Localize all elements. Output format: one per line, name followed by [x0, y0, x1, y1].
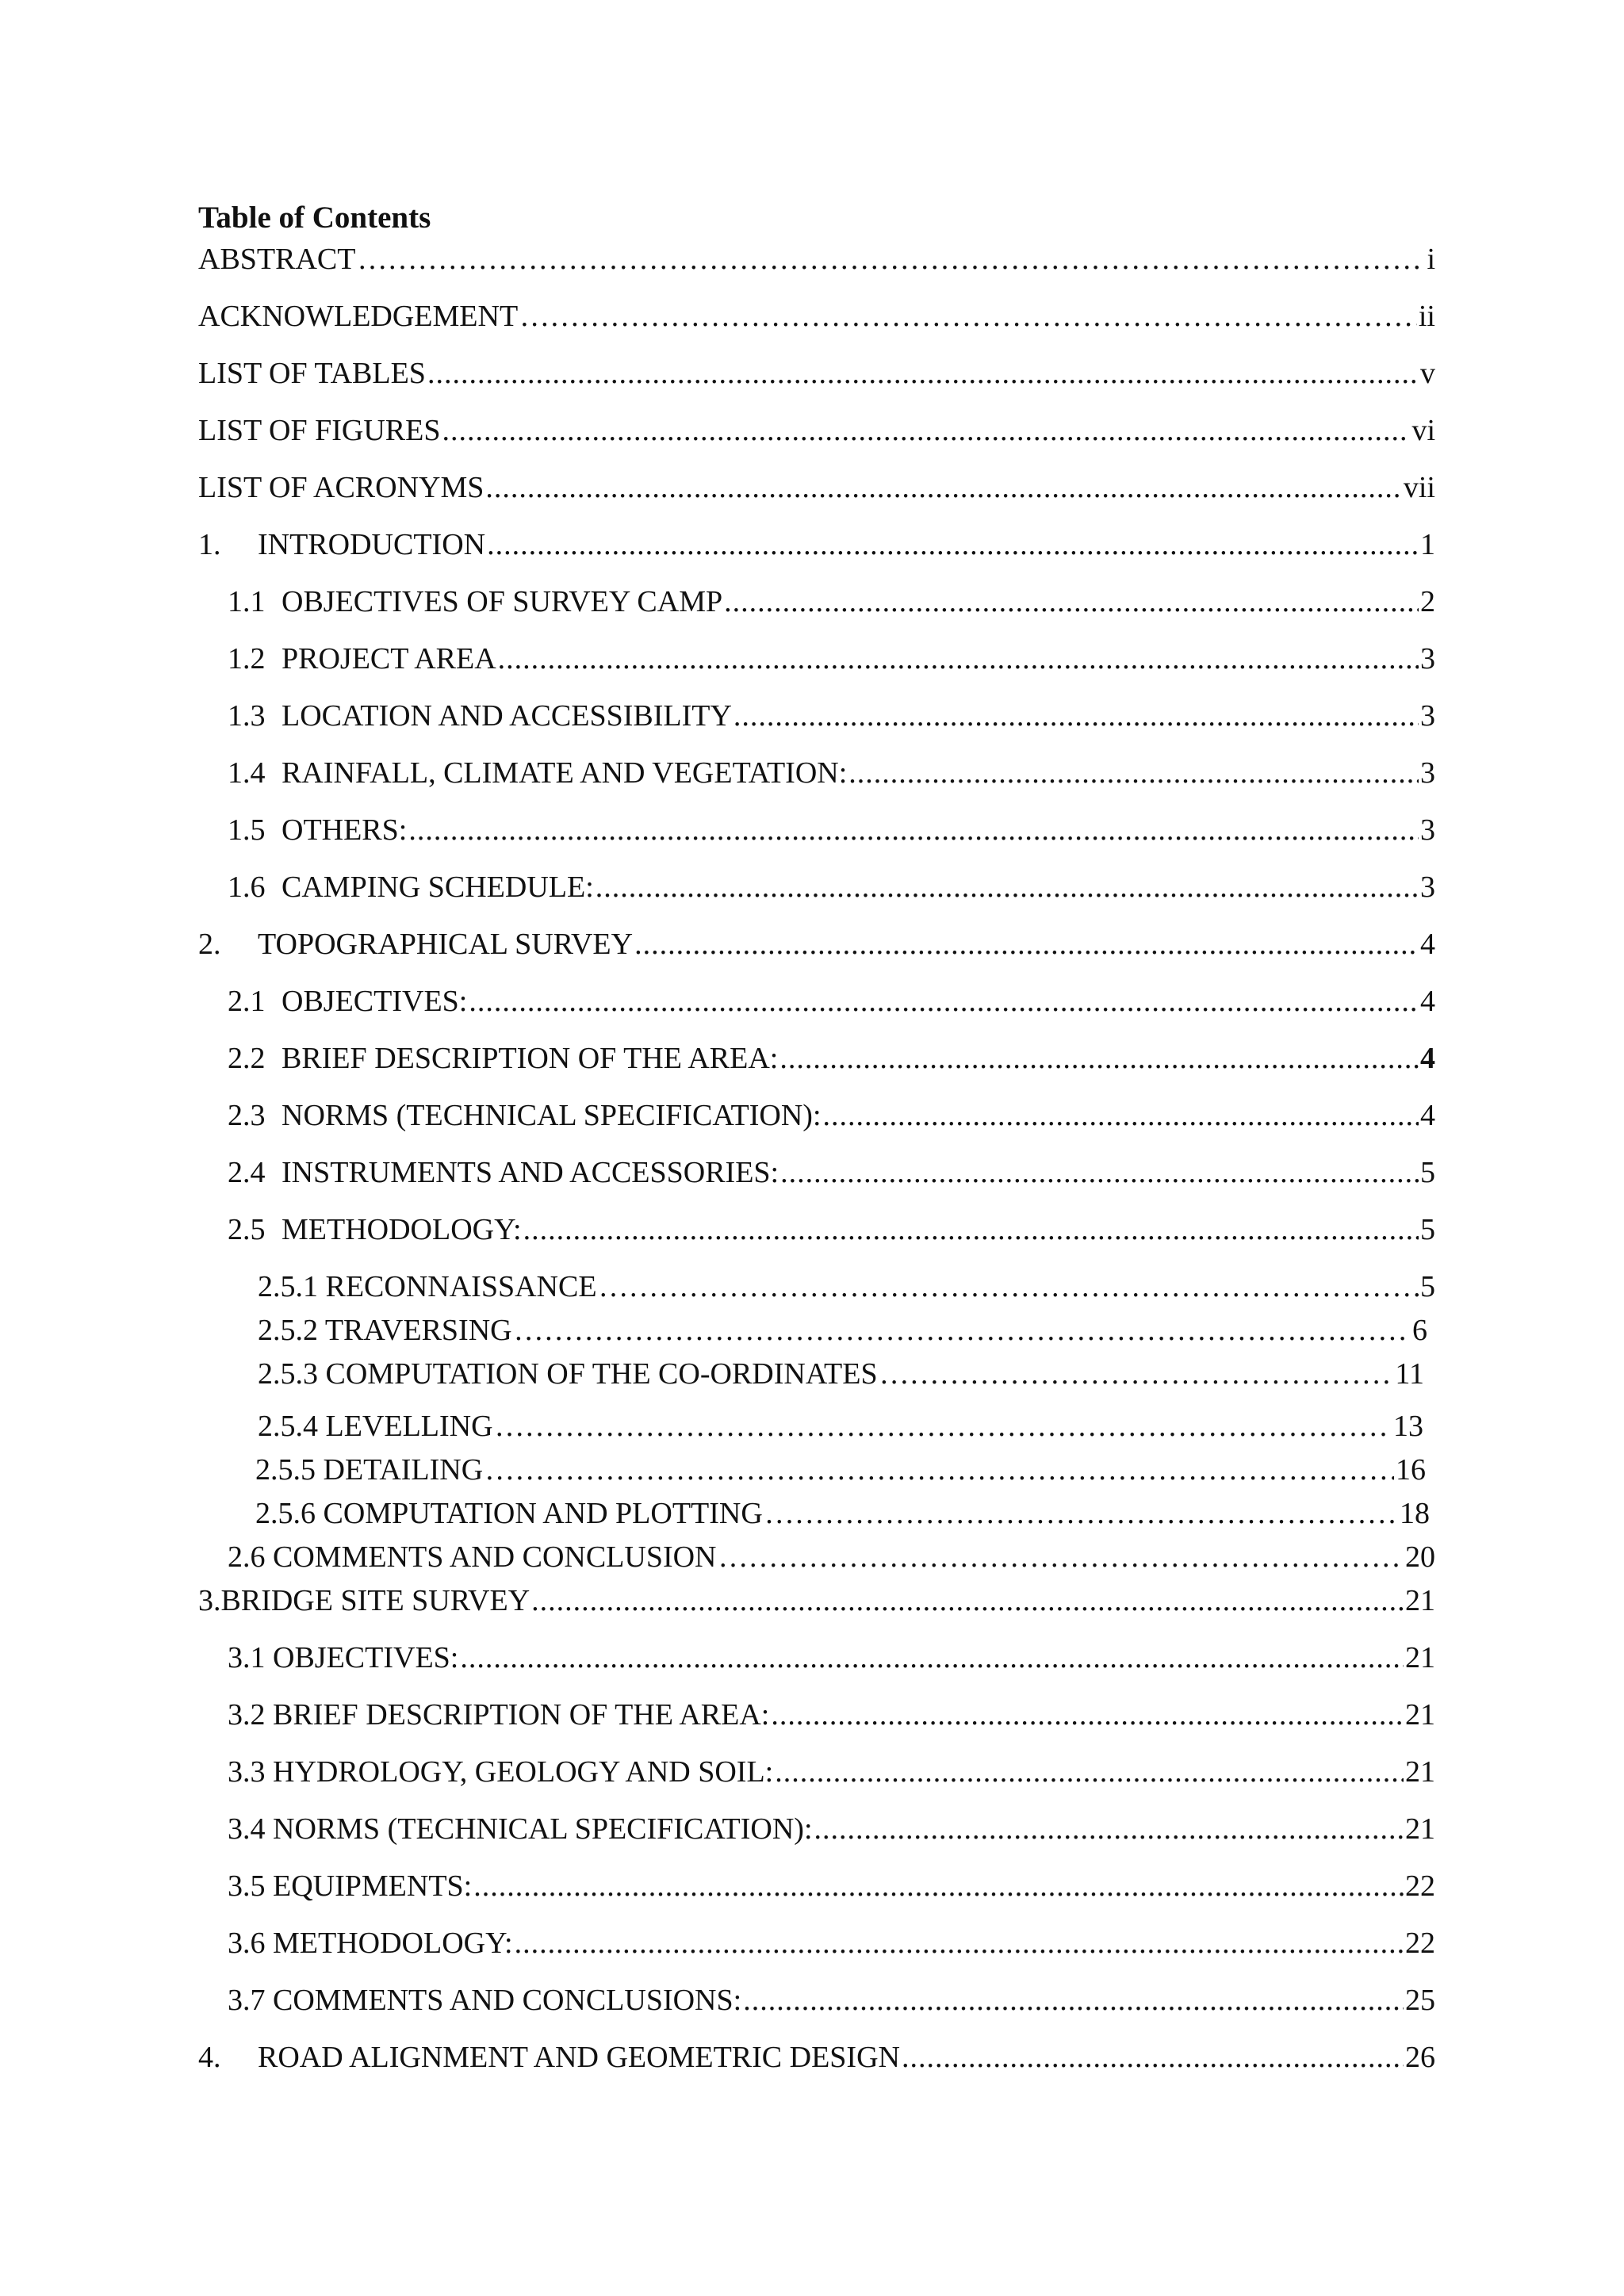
toc-entry[interactable]	[198, 526, 1435, 564]
toc-entry-text: 2.6 COMMENTS AND CONCLUSION	[228, 1540, 717, 1574]
toc-dot-leader	[780, 1154, 1419, 1192]
toc-entry-label	[198, 297, 518, 335]
toc-page-number: 5	[1420, 1270, 1435, 1303]
toc-entry[interactable]	[228, 1039, 1435, 1077]
toc-entry-label	[198, 240, 355, 278]
toc-entry-label	[228, 868, 594, 906]
toc-entry-label	[198, 469, 484, 507]
toc-page-number: 4	[1420, 1099, 1435, 1132]
toc-page-number: 20	[1405, 1540, 1435, 1574]
toc-entry-label	[228, 1753, 773, 1791]
toc-entry[interactable]	[258, 1355, 1424, 1393]
toc-entry-text: LIST OF ACRONYMS	[198, 471, 485, 504]
toc-entry-text: LIST OF FIGURES	[198, 414, 441, 447]
toc-entry-label	[228, 1696, 769, 1734]
toc-dot-leader	[724, 583, 1419, 621]
toc-page-number: v	[1420, 357, 1435, 390]
toc-entry[interactable]	[198, 240, 1435, 278]
toc-page-number: 26	[1405, 2041, 1435, 2074]
toc-page-number: 6	[1412, 1314, 1427, 1347]
toc-dot-leader	[848, 754, 1419, 792]
toc-entry-text: 2.5.6 COMPUTATION AND PLOTTING	[255, 1497, 763, 1530]
toc-entry-text: 2.5.3 COMPUTATION OF THE CO-ORDINATES	[258, 1357, 878, 1391]
toc-entry[interactable]	[228, 1981, 1435, 2019]
toc-entry[interactable]	[198, 1582, 1435, 1620]
toc-entry-text: PROJECT AREA	[282, 642, 496, 675]
toc-entry[interactable]	[255, 1494, 1430, 1533]
toc-entry-number: 1.3	[228, 699, 266, 733]
toc-entry-label	[255, 1494, 763, 1533]
toc-entry-label	[228, 640, 496, 678]
toc-entry-text: 3.4 NORMS (TECHNICAL SPECIFICATION):	[228, 1812, 813, 1846]
toc-page-number: 4	[1420, 985, 1435, 1018]
toc-entry-text: INSTRUMENTS AND ACCESSORIES:	[282, 1156, 779, 1189]
toc-entry[interactable]	[228, 754, 1435, 792]
toc-entry-number: 2.2	[228, 1042, 266, 1075]
toc-entry-label	[228, 1924, 513, 1962]
toc-entry-label	[228, 1810, 813, 1848]
toc-dot-leader	[823, 1096, 1419, 1135]
toc-dot-leader	[485, 469, 1401, 507]
toc-entry-label	[258, 1268, 597, 1306]
toc-entry-text: OBJECTIVES OF SURVEY CAMP	[282, 585, 723, 618]
toc-entry[interactable]	[228, 1154, 1435, 1192]
toc-entry-label	[228, 1639, 458, 1677]
toc-entry-number: 2.	[198, 928, 221, 961]
toc-page-number: 3	[1420, 642, 1435, 675]
toc-dot-leader	[473, 1867, 1404, 1905]
toc-entry[interactable]	[228, 1211, 1435, 1249]
toc-dot-leader	[408, 811, 1419, 849]
toc-page-number: 21	[1405, 1641, 1435, 1674]
toc-entry-text: 3.3 HYDROLOGY, GEOLOGY AND SOIL:	[228, 1755, 774, 1789]
toc-entry[interactable]	[228, 1810, 1435, 1848]
toc-entry-text: OTHERS:	[282, 813, 408, 847]
toc-page-number: 11	[1395, 1357, 1424, 1391]
toc-page-number: 22	[1405, 1927, 1435, 1960]
toc-entry[interactable]	[198, 2038, 1435, 2076]
toc-entry-label	[198, 526, 485, 564]
toc-entry-text: 3.7 COMMENTS AND CONCLUSIONS:	[228, 1984, 742, 2017]
toc-page-number: ii	[1418, 300, 1435, 333]
toc-entry-label	[228, 1538, 717, 1576]
toc-entry-text: METHODOLOGY:	[282, 1213, 522, 1246]
toc-entry[interactable]	[228, 697, 1435, 735]
toc-entry-text: ROAD ALIGNMENT AND GEOMETRIC DESIGN	[258, 2041, 900, 2074]
toc-dot-leader	[515, 1924, 1404, 1962]
toc-dot-leader	[469, 982, 1419, 1020]
toc-dot-leader	[514, 1311, 1411, 1349]
toc-page-number: 21	[1405, 1755, 1435, 1789]
toc-entry-text: ACKNOWLEDGEMENT	[198, 300, 519, 333]
toc-entry[interactable]	[258, 1407, 1423, 1445]
toc-entry-number: 1.2	[228, 642, 266, 675]
toc-page-number: 3	[1420, 871, 1435, 904]
toc-dot-leader	[599, 1268, 1419, 1306]
toc-entry-text: LOCATION AND ACCESSIBILITY	[282, 699, 732, 733]
toc-entry-text: NORMS (TECHNICAL SPECIFICATION):	[282, 1099, 822, 1132]
toc-page-number: 4	[1420, 928, 1435, 961]
toc-entry[interactable]	[198, 297, 1435, 335]
toc-entry-number: 2.4	[228, 1156, 266, 1189]
toc-entry-label	[228, 697, 732, 735]
toc-dot-leader	[498, 640, 1419, 678]
toc-entry-label	[228, 1039, 778, 1077]
toc-entry[interactable]	[228, 1753, 1435, 1791]
toc-page-number: 2	[1420, 585, 1435, 618]
toc-page-number: 1	[1420, 528, 1435, 561]
toc-entry-label	[228, 982, 467, 1020]
toc-page-number: 18	[1400, 1497, 1430, 1530]
toc-dot-leader	[519, 297, 1417, 335]
toc-entry-text: 3.6 METHODOLOGY:	[228, 1927, 513, 1960]
toc-dot-leader	[487, 526, 1419, 564]
toc-entry[interactable]	[228, 1696, 1435, 1734]
toc-entry-number: 1.4	[228, 756, 266, 790]
toc-entry-number: 1.1	[228, 585, 266, 618]
toc-page-number: 22	[1405, 1869, 1435, 1903]
toc-page-number: 21	[1405, 1812, 1435, 1846]
toc-entry-label	[228, 811, 407, 849]
toc-entry-label	[228, 1981, 741, 2019]
toc-entry[interactable]	[198, 411, 1435, 450]
toc-dot-leader	[596, 868, 1419, 906]
toc-entry-text: 2.5.4 LEVELLING	[258, 1410, 493, 1443]
toc-entry-text: OBJECTIVES:	[282, 985, 468, 1018]
toc-dot-leader	[718, 1538, 1404, 1576]
toc-dot-leader	[814, 1810, 1404, 1848]
toc-entry-text: LIST OF TABLES	[198, 357, 426, 390]
toc-entry[interactable]	[228, 811, 1435, 849]
toc-page-number: 21	[1405, 1584, 1435, 1617]
toc-page-number: 13	[1393, 1410, 1423, 1443]
toc-entry[interactable]	[258, 1268, 1435, 1306]
toc-dot-leader	[771, 1696, 1404, 1734]
toc-entry-number: 1.6	[228, 871, 266, 904]
toc-page-number: vi	[1411, 414, 1435, 447]
toc-entry[interactable]	[198, 354, 1435, 392]
toc-dot-leader	[523, 1211, 1419, 1249]
toc-entry-number: 2.1	[228, 985, 266, 1018]
toc-entry[interactable]	[228, 868, 1435, 906]
toc-dot-leader	[775, 1753, 1404, 1791]
toc-entry-label	[198, 354, 426, 392]
toc-entry-text: RAINFALL, CLIMATE AND VEGETATION:	[282, 756, 848, 790]
toc-entry-text: 3.BRIDGE SITE SURVEY	[198, 1584, 530, 1617]
toc-entry-number: 2.3	[228, 1099, 266, 1132]
toc-entry-label	[228, 1211, 522, 1249]
toc-entry-label	[198, 1582, 530, 1620]
toc-entry[interactable]	[198, 925, 1435, 963]
toc-entry-label	[258, 1311, 512, 1349]
toc-entry-label	[258, 1407, 493, 1445]
toc-entry-label	[198, 2038, 900, 2076]
toc-page-number: 25	[1405, 1984, 1435, 2017]
toc-entry-text: INTRODUCTION	[258, 528, 486, 561]
toc-entry-text: TOPOGRAPHICAL SURVEY	[258, 928, 634, 961]
toc-entry[interactable]	[228, 640, 1435, 678]
toc-entry[interactable]	[255, 1451, 1426, 1489]
toc-dot-leader	[495, 1407, 1392, 1445]
toc-entry-label	[258, 1355, 878, 1393]
toc-dot-leader	[427, 354, 1419, 392]
toc-entry-text: 2.5.1 RECONNAISSANCE	[258, 1270, 597, 1303]
toc-dot-leader	[442, 411, 1410, 450]
toc-dot-leader	[357, 240, 1425, 278]
toc-title: Table of Contents	[198, 201, 431, 235]
toc-entry-text: 3.5 EQUIPMENTS:	[228, 1869, 473, 1903]
toc-dot-leader	[779, 1039, 1419, 1077]
toc-entry-number: 1.	[198, 528, 221, 561]
toc-dot-leader	[485, 1451, 1394, 1489]
toc-entry-text: ABSTRACT	[198, 243, 356, 276]
toc-entry-label	[228, 1096, 822, 1135]
toc-entry[interactable]	[198, 469, 1435, 507]
toc-page-number: i	[1427, 243, 1435, 276]
toc-entry-text: BRIEF DESCRIPTION OF THE AREA:	[282, 1042, 779, 1075]
toc-entry[interactable]	[228, 1924, 1435, 1962]
toc-page-number: 21	[1405, 1698, 1435, 1732]
toc-dot-leader	[743, 1981, 1404, 2019]
toc-dot-leader	[531, 1582, 1404, 1620]
toc-entry-text: 3.1 OBJECTIVES:	[228, 1641, 459, 1674]
toc-entry-text: 2.5.5 DETAILING	[255, 1453, 484, 1487]
toc-dot-leader	[902, 2038, 1404, 2076]
toc-entry[interactable]	[228, 1538, 1435, 1576]
toc-entry-label	[228, 1867, 472, 1905]
toc-page-number: 3	[1420, 756, 1435, 790]
toc-entry-text: 2.5.2 TRAVERSING	[258, 1314, 512, 1347]
toc-page-number: vii	[1403, 471, 1435, 504]
toc-entry-label	[198, 411, 440, 450]
toc-entry-label	[228, 583, 722, 621]
toc-entry-label	[198, 925, 633, 963]
toc-entry-number: 4.	[198, 2041, 221, 2074]
toc-page-number: 5	[1420, 1156, 1435, 1189]
toc-dot-leader	[460, 1639, 1404, 1677]
toc-page-number: 3	[1420, 813, 1435, 847]
toc-entry-label	[255, 1451, 483, 1489]
toc-entry[interactable]	[228, 1639, 1435, 1677]
toc-page-number: 16	[1396, 1453, 1426, 1487]
toc-entry-number: 2.5	[228, 1213, 266, 1246]
toc-page-number: 3	[1420, 699, 1435, 733]
toc-entry-label	[228, 1154, 779, 1192]
toc-entry[interactable]	[228, 1867, 1435, 1905]
toc-entry[interactable]	[228, 1096, 1435, 1135]
toc-entry-label	[228, 754, 847, 792]
toc-dot-leader	[764, 1494, 1398, 1533]
toc-entry[interactable]	[228, 583, 1435, 621]
toc-dot-leader	[879, 1355, 1394, 1393]
toc-page-number: 5	[1420, 1213, 1435, 1246]
toc-dot-leader	[634, 925, 1419, 963]
toc-page-number: 4	[1420, 1042, 1435, 1075]
toc-dot-leader	[733, 697, 1419, 735]
toc-entry-number: 1.5	[228, 813, 266, 847]
toc-entry[interactable]	[258, 1311, 1427, 1349]
toc-entry-text: CAMPING SCHEDULE:	[282, 871, 594, 904]
toc-entry[interactable]	[228, 982, 1435, 1020]
toc-entry-text: 3.2 BRIEF DESCRIPTION OF THE AREA:	[228, 1698, 770, 1732]
